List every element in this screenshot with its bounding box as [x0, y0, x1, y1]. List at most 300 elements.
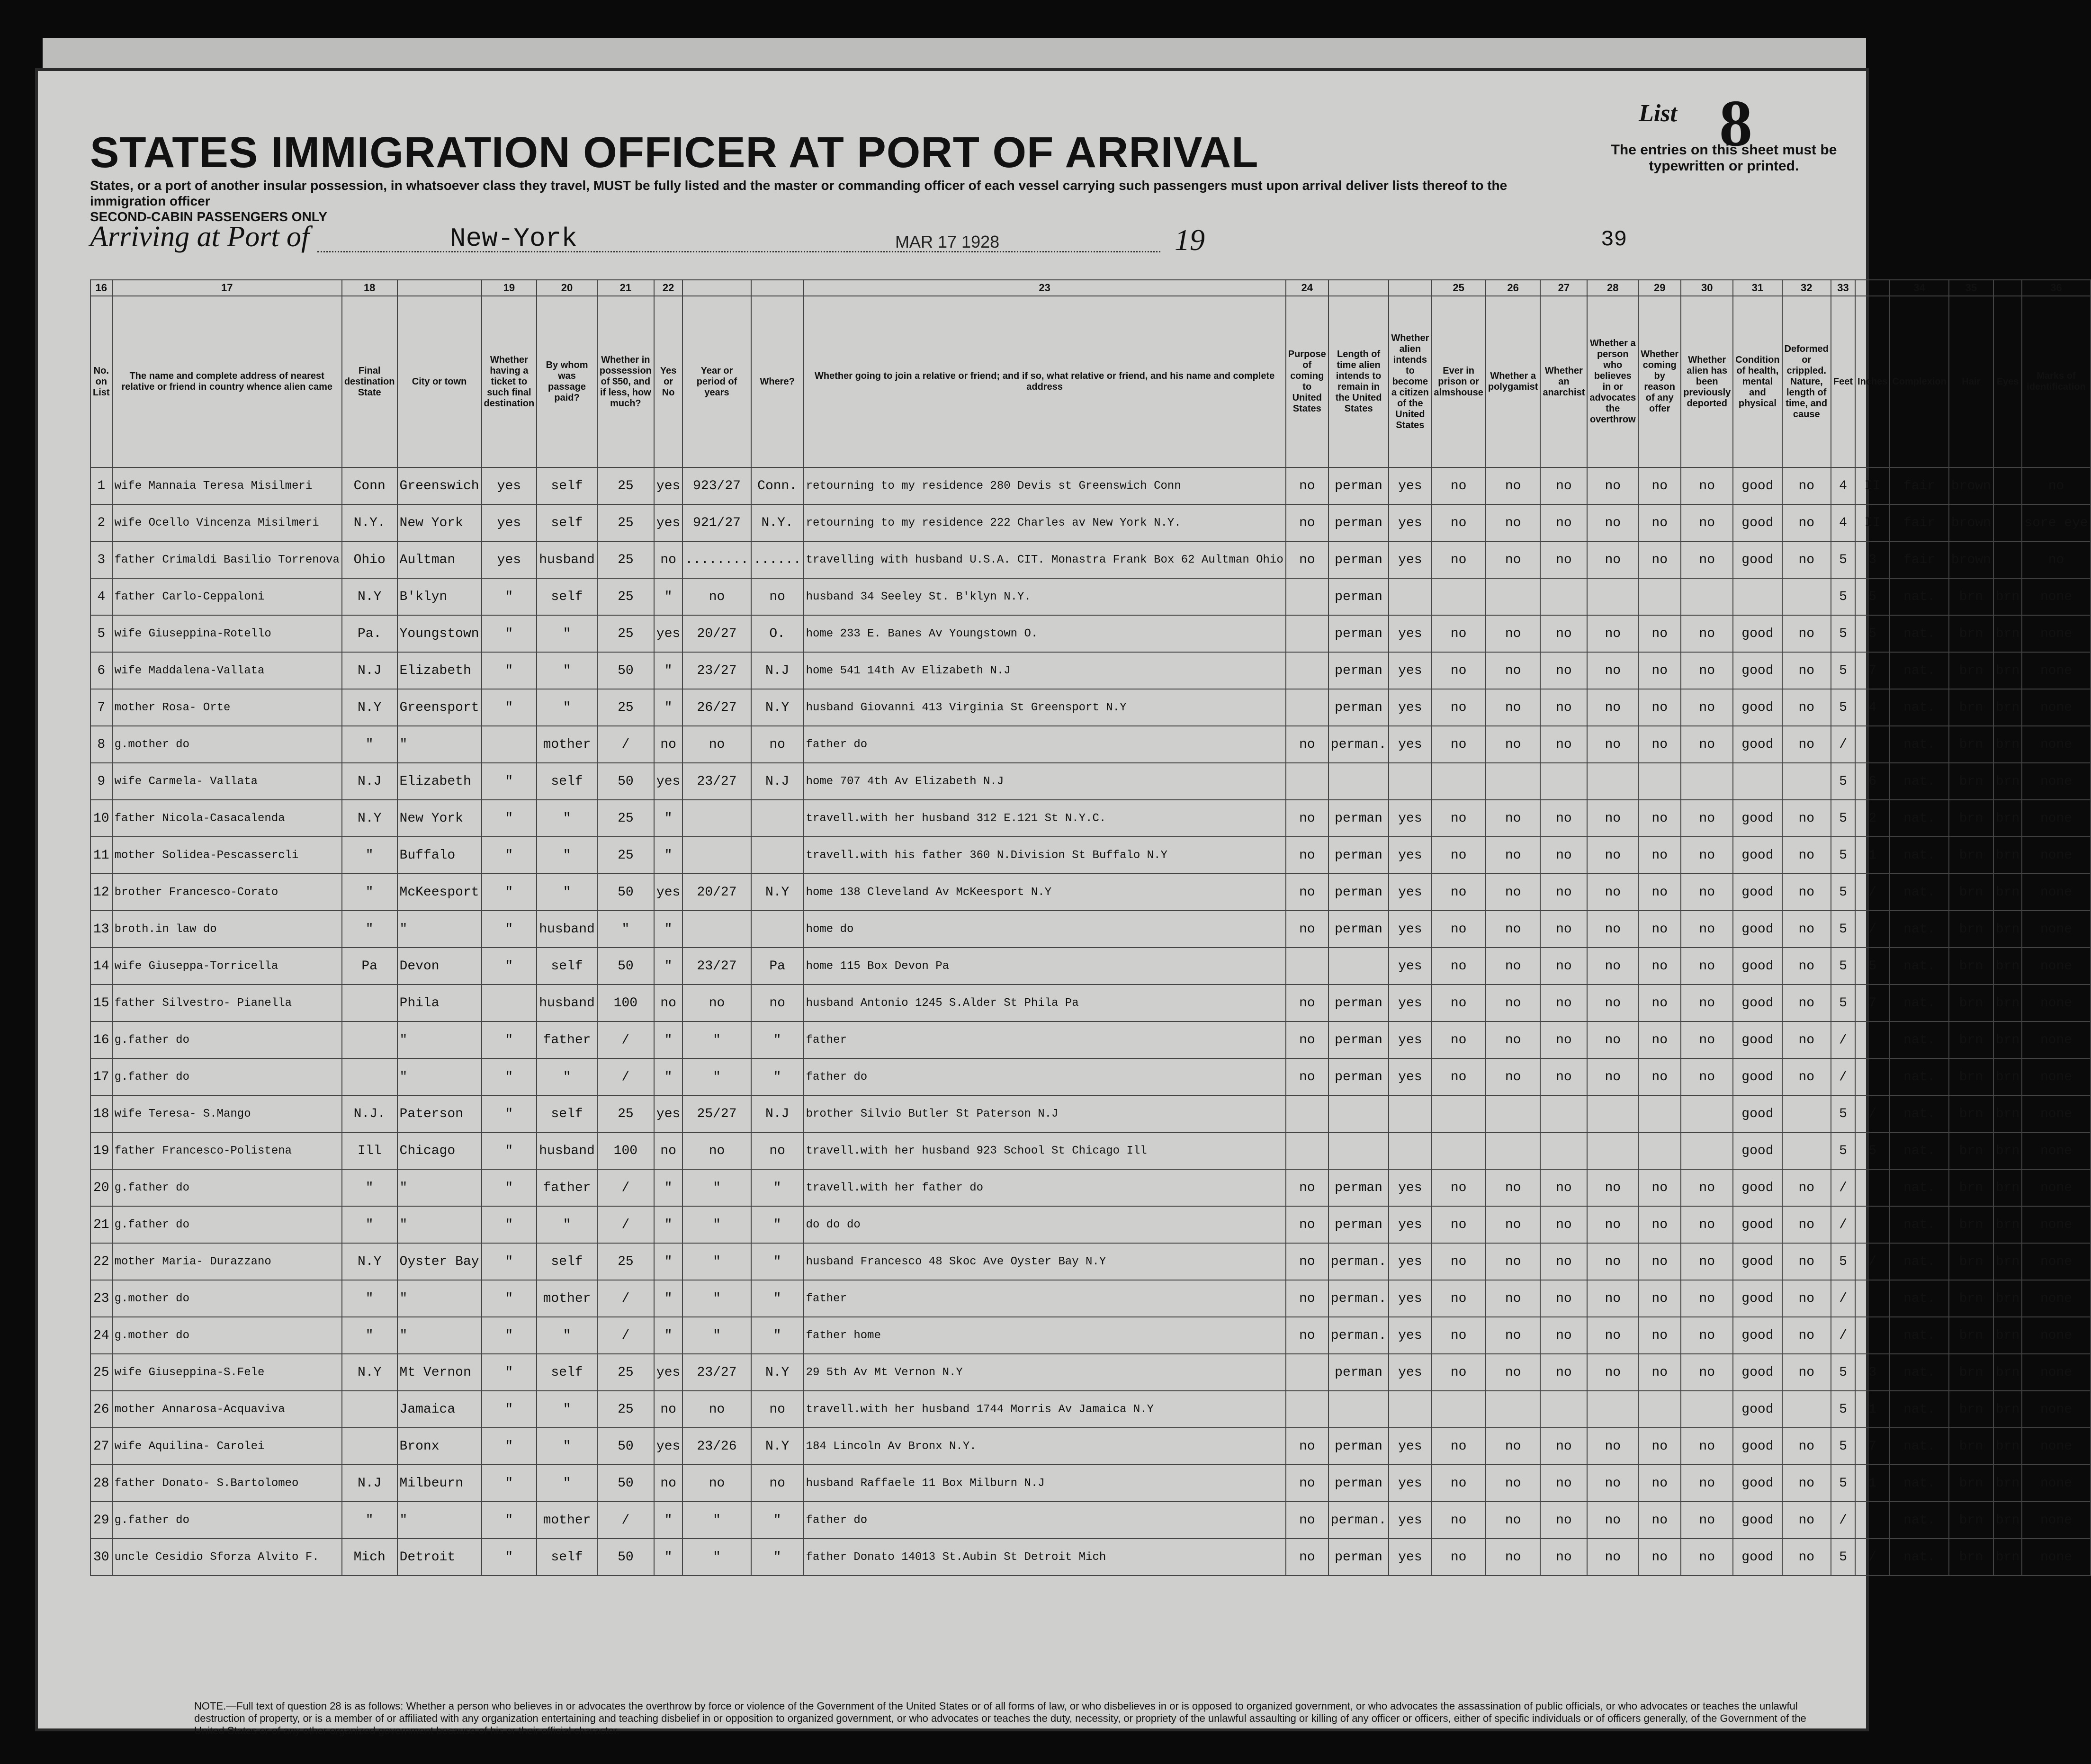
cell-join: father	[804, 1021, 1286, 1058]
cell-wh: "	[751, 1021, 804, 1058]
cell-tk: "	[482, 1021, 537, 1058]
cell-join: travell.with her husband 1744 Morris Av Jamaica N.Y	[804, 1391, 1286, 1428]
cell-in: 1	[1855, 1465, 1890, 1502]
cell-yr: 23/27	[682, 1354, 751, 1391]
cell-yn: "	[654, 1058, 682, 1095]
cell-m: 25	[597, 541, 654, 578]
cell-rel: g.mother do	[112, 726, 342, 763]
cell-rel: g.mother do	[112, 1317, 342, 1354]
cell-hair: brn	[1949, 948, 1993, 985]
cell-an: no	[1540, 1169, 1587, 1206]
cell-in: /	[1855, 911, 1890, 948]
cell-yr: "	[682, 1169, 751, 1206]
cell-hair: brn	[1949, 1280, 1993, 1317]
cell-off: no	[1638, 1317, 1681, 1354]
cell-len: perman.	[1328, 1243, 1389, 1280]
column-number: 29	[1638, 280, 1681, 296]
cell-wh: ......	[751, 541, 804, 578]
cell-yr: ........	[682, 541, 751, 578]
cell-in: 2	[1855, 800, 1890, 837]
cell-ft: 5	[1831, 948, 1855, 985]
cell-st: "	[342, 1169, 397, 1206]
cell-pol: no	[1486, 1169, 1541, 1206]
cell-yn: no	[654, 985, 682, 1021]
cell-an: no	[1540, 1465, 1587, 1502]
cell-hl: good	[1733, 504, 1782, 541]
cell-tk: "	[482, 1243, 537, 1280]
cell-marks: none	[2022, 1021, 2090, 1058]
cell-city: Jamaica	[397, 1391, 482, 1428]
cell-off: no	[1638, 1465, 1681, 1502]
cell-an: no	[1540, 911, 1587, 948]
cell-def: no	[1782, 1317, 1831, 1354]
cell-ft: /	[1831, 1206, 1855, 1243]
cell-hair: brn	[1949, 1206, 1993, 1243]
cell-city: "	[397, 911, 482, 948]
cell-dep: no	[1681, 1539, 1733, 1576]
cell-yr: "	[682, 1317, 751, 1354]
cell-marks: none	[2022, 1280, 2090, 1317]
cell-pol: no	[1486, 1243, 1541, 1280]
cell-def: no	[1782, 948, 1831, 985]
cell-purp: no	[1286, 726, 1328, 763]
cell-hl: good	[1733, 1206, 1782, 1243]
cell-cx: nat.	[1890, 985, 1948, 1021]
cell-paid: "	[537, 1428, 597, 1465]
cell-hl: good	[1733, 985, 1782, 1021]
cell-m: /	[597, 1058, 654, 1095]
cell-eyes: brn	[1993, 1280, 2022, 1317]
cell-cit: yes	[1389, 652, 1431, 689]
cell-hl: good	[1733, 1502, 1782, 1539]
cell-cx: nat.	[1890, 1058, 1948, 1095]
cell-hair: brn	[1949, 1058, 1993, 1095]
cell-wh: Conn.	[751, 467, 804, 504]
cell-pr: no	[1431, 1428, 1485, 1465]
cell-st: N.Y	[342, 800, 397, 837]
cell-hl: good	[1733, 1391, 1782, 1428]
cell-no: 22	[90, 1243, 112, 1280]
cell-purp: no	[1286, 1502, 1328, 1539]
cell-eyes: brn	[1993, 1021, 2022, 1058]
cell-st: N.J	[342, 763, 397, 800]
cell-pr: no	[1431, 985, 1485, 1021]
cell-hair: brn	[1949, 1317, 1993, 1354]
cell-wh: no	[751, 726, 804, 763]
cell-purp: no	[1286, 541, 1328, 578]
cell-cit: yes	[1389, 1354, 1431, 1391]
cell-dep: no	[1681, 800, 1733, 837]
cell-m: 50	[597, 874, 654, 911]
cell-adv: no	[1587, 874, 1638, 911]
cell-in: /	[1855, 874, 1890, 911]
table-row	[90, 800, 2091, 837]
cell-wh: N.Y	[751, 689, 804, 726]
cell-marks: none	[2022, 763, 2090, 800]
table-row	[90, 1021, 2091, 1058]
cell-city: Aultman	[397, 541, 482, 578]
cell-rel: wife Carmela- Vallata	[112, 763, 342, 800]
cell-adv: no	[1587, 1058, 1638, 1095]
column-header: Hair	[1949, 296, 1993, 467]
column-number: 25	[1431, 280, 1485, 296]
column-number	[1328, 280, 1389, 296]
cell-tk: "	[482, 948, 537, 985]
cell-join: father	[804, 1280, 1286, 1317]
cell-off	[1638, 1391, 1681, 1428]
column-header: Yes or No	[654, 296, 682, 467]
cell-dep: no	[1681, 948, 1733, 985]
cell-hair: brn	[1949, 800, 1993, 837]
column-header: No. on List	[90, 296, 112, 467]
cell-yn: yes	[654, 874, 682, 911]
cell-hl: good	[1733, 1317, 1782, 1354]
cell-pr: no	[1431, 652, 1485, 689]
cell-hl: good	[1733, 948, 1782, 985]
cell-off: no	[1638, 1354, 1681, 1391]
cell-def: no	[1782, 726, 1831, 763]
column-number: 24	[1286, 280, 1328, 296]
cell-m: 25	[597, 504, 654, 541]
cell-purp: no	[1286, 1206, 1328, 1243]
column-header: The name and complete address of nearest relative or friend in country whence alien came	[112, 296, 342, 467]
cell-dep: no	[1681, 615, 1733, 652]
cell-an: no	[1540, 1243, 1587, 1280]
cell-off: no	[1638, 1539, 1681, 1576]
cell-yn: "	[654, 911, 682, 948]
cell-cit: yes	[1389, 1206, 1431, 1243]
cell-tk: "	[482, 1354, 537, 1391]
cell-rel: mother Maria- Durazzano	[112, 1243, 342, 1280]
cell-eyes: brn	[1993, 911, 2022, 948]
cell-paid: husband	[537, 985, 597, 1021]
cell-hl: good	[1733, 1058, 1782, 1095]
cell-hl: good	[1733, 837, 1782, 874]
cell-purp	[1286, 615, 1328, 652]
cell-ft: 5	[1831, 1095, 1855, 1132]
cell-tk: "	[482, 1428, 537, 1465]
cell-adv: no	[1587, 652, 1638, 689]
cell-dep	[1681, 1132, 1733, 1169]
cell-def	[1782, 578, 1831, 615]
cell-len: perman	[1328, 800, 1389, 837]
cell-tk: "	[482, 1391, 537, 1428]
cell-yn: "	[654, 1169, 682, 1206]
cell-yn: "	[654, 948, 682, 985]
cell-pr: no	[1431, 504, 1485, 541]
cell-hair: brn	[1949, 874, 1993, 911]
cell-ft: 5	[1831, 615, 1855, 652]
cell-no: 18	[90, 1095, 112, 1132]
cell-m: 50	[597, 1428, 654, 1465]
table-row	[90, 1502, 2091, 1539]
table-row	[90, 1391, 2091, 1428]
cell-no: 17	[90, 1058, 112, 1095]
cell-yr: 921/27	[682, 504, 751, 541]
date-stamp: MAR 17 1928	[895, 232, 1000, 251]
cell-dep: no	[1681, 1317, 1733, 1354]
cell-in: 5	[1855, 615, 1890, 652]
cell-def	[1782, 1132, 1831, 1169]
cell-cx: nat.	[1890, 1243, 1948, 1280]
column-header: Length of time alien intends to remain in the United States	[1328, 296, 1389, 467]
cell-hl: good	[1733, 1354, 1782, 1391]
cell-len: perman.	[1328, 726, 1389, 763]
cell-st: "	[342, 837, 397, 874]
cell-city: "	[397, 1317, 482, 1354]
cell-rel: uncle Cesidio Sforza Alvito F.	[112, 1539, 342, 1576]
cell-paid: husband	[537, 541, 597, 578]
cell-yn: "	[654, 1206, 682, 1243]
cell-tk: "	[482, 578, 537, 615]
cell-rel: wife Ocello Vincenza Misilmeri	[112, 504, 342, 541]
cell-yn: "	[654, 800, 682, 837]
cell-cit: yes	[1389, 1280, 1431, 1317]
cell-cit: yes	[1389, 615, 1431, 652]
cell-hair: brn	[1949, 763, 1993, 800]
cell-dep: no	[1681, 652, 1733, 689]
cell-yr: 23/27	[682, 652, 751, 689]
cell-off	[1638, 578, 1681, 615]
cell-eyes: brn	[1993, 874, 2022, 911]
cell-tk: "	[482, 1169, 537, 1206]
cell-cit: yes	[1389, 1317, 1431, 1354]
cell-off: no	[1638, 1206, 1681, 1243]
cell-hl: good	[1733, 1465, 1782, 1502]
cell-st: N.J.	[342, 1095, 397, 1132]
cell-off	[1638, 1132, 1681, 1169]
cell-adv: no	[1587, 1428, 1638, 1465]
cell-hair: brn	[1949, 911, 1993, 948]
cell-paid: father	[537, 1169, 597, 1206]
cell-tk: "	[482, 1132, 537, 1169]
table-row	[90, 1206, 2091, 1243]
cell-yr: 23/27	[682, 763, 751, 800]
cell-in: 5	[1855, 1132, 1890, 1169]
cell-marks: none	[2022, 726, 2090, 763]
cell-rel: father Donato- S.Bartolomeo	[112, 1465, 342, 1502]
cell-eyes	[1993, 541, 2022, 578]
cell-rel: wife Teresa- S.Mango	[112, 1095, 342, 1132]
cell-join: home 707 4th Av Elizabeth N.J	[804, 763, 1286, 800]
cell-in	[1855, 726, 1890, 763]
cell-cx: nat.	[1890, 1021, 1948, 1058]
cell-adv: no	[1587, 726, 1638, 763]
cell-adv: no	[1587, 1243, 1638, 1280]
cell-cx: nat.	[1890, 1280, 1948, 1317]
cell-city: "	[397, 1206, 482, 1243]
cell-in	[1855, 1317, 1890, 1354]
column-header: Marks of identification	[2022, 296, 2090, 467]
cell-m: 25	[597, 689, 654, 726]
column-number: 28	[1587, 280, 1638, 296]
table-row	[90, 1465, 2091, 1502]
cell-pr: no	[1431, 1169, 1485, 1206]
cell-ft: 5	[1831, 1132, 1855, 1169]
cell-eyes: brn	[1993, 1428, 2022, 1465]
cell-an: no	[1540, 985, 1587, 1021]
cell-join: husband Raffaele 11 Box Milburn N.J	[804, 1465, 1286, 1502]
cell-rel: mother Annarosa-Acquaviva	[112, 1391, 342, 1428]
cell-len: perman	[1328, 1206, 1389, 1243]
cell-marks: sore eye	[2022, 504, 2090, 541]
cell-off: no	[1638, 874, 1681, 911]
cell-st: N.J	[342, 1465, 397, 1502]
cell-tk: yes	[482, 467, 537, 504]
column-header: Inches	[1855, 296, 1890, 467]
cell-wh	[751, 800, 804, 837]
cell-dep: no	[1681, 1206, 1733, 1243]
cell-eyes: brn	[1993, 1391, 2022, 1428]
cell-def: no	[1782, 1169, 1831, 1206]
cell-adv: no	[1587, 1465, 1638, 1502]
cell-yn: yes	[654, 1354, 682, 1391]
cell-pol: no	[1486, 1206, 1541, 1243]
cell-adv: no	[1587, 985, 1638, 1021]
cell-m: 25	[597, 1354, 654, 1391]
cell-len: perman	[1328, 578, 1389, 615]
cell-hair: brn	[1949, 1095, 1993, 1132]
cell-m: 25	[597, 837, 654, 874]
dotted-line	[317, 251, 1160, 252]
cell-cit: yes	[1389, 1539, 1431, 1576]
cell-m: 50	[597, 948, 654, 985]
cell-paid: self	[537, 1095, 597, 1132]
cell-purp: no	[1286, 837, 1328, 874]
cell-yr: no	[682, 985, 751, 1021]
cell-rel: father Nicola-Casacalenda	[112, 800, 342, 837]
table-row	[90, 911, 2091, 948]
cell-eyes: brn	[1993, 1539, 2022, 1576]
column-number: 22	[654, 280, 682, 296]
cell-off: no	[1638, 1280, 1681, 1317]
cell-eyes: brn	[1993, 1243, 2022, 1280]
cell-no: 25	[90, 1354, 112, 1391]
column-header: Condition of health, mental and physical	[1733, 296, 1782, 467]
cell-purp	[1286, 689, 1328, 726]
cell-off: no	[1638, 504, 1681, 541]
cell-def: no	[1782, 837, 1831, 874]
table-row	[90, 541, 2091, 578]
cell-hl	[1733, 763, 1782, 800]
cell-purp	[1286, 948, 1328, 985]
cell-def: no	[1782, 1354, 1831, 1391]
cell-m: /	[597, 726, 654, 763]
cell-purp: no	[1286, 985, 1328, 1021]
cell-len: perman	[1328, 837, 1389, 874]
cell-in	[1855, 1169, 1890, 1206]
cell-hl: good	[1733, 1021, 1782, 1058]
cell-adv: no	[1587, 911, 1638, 948]
cell-yn: "	[654, 689, 682, 726]
cell-cx: nat.	[1890, 652, 1948, 689]
cell-st: Pa	[342, 948, 397, 985]
table-row	[90, 1280, 2091, 1317]
table-row	[90, 1354, 2091, 1391]
cell-off: no	[1638, 1428, 1681, 1465]
cell-hl: good	[1733, 800, 1782, 837]
cell-city: "	[397, 1280, 482, 1317]
cell-marks: none	[2022, 1132, 2090, 1169]
cell-cx: nat.	[1890, 911, 1948, 948]
cell-def: no	[1782, 615, 1831, 652]
cell-cit: yes	[1389, 1058, 1431, 1095]
cell-no: 20	[90, 1169, 112, 1206]
cell-an: no	[1540, 1206, 1587, 1243]
cell-hl: good	[1733, 541, 1782, 578]
cell-an: no	[1540, 615, 1587, 652]
cell-len: perman.	[1328, 1317, 1389, 1354]
cell-tk: "	[482, 1058, 537, 1095]
cell-def	[1782, 1095, 1831, 1132]
cell-len: perman	[1328, 467, 1389, 504]
cell-pol: no	[1486, 985, 1541, 1021]
cell-rel: g.mother do	[112, 1280, 342, 1317]
cell-pr: no	[1431, 467, 1485, 504]
cell-hl: good	[1733, 911, 1782, 948]
cell-marks: none	[2022, 1539, 2090, 1576]
passenger-class: SECOND-CABIN PASSENGERS ONLY	[90, 209, 327, 224]
cell-cit: yes	[1389, 800, 1431, 837]
cell-paid: "	[537, 837, 597, 874]
cell-adv: no	[1587, 837, 1638, 874]
cell-pr	[1431, 578, 1485, 615]
column-header: Ever in prison or almshouse	[1431, 296, 1485, 467]
cell-no: 27	[90, 1428, 112, 1465]
cell-cit: yes	[1389, 985, 1431, 1021]
cell-pol: no	[1486, 467, 1541, 504]
cell-off	[1638, 763, 1681, 800]
cell-len: perman	[1328, 652, 1389, 689]
cell-def: no	[1782, 652, 1831, 689]
table-row	[90, 1169, 2091, 1206]
cell-paid: self	[537, 504, 597, 541]
cell-wh: "	[751, 1243, 804, 1280]
cell-cx: nat.	[1890, 615, 1948, 652]
cell-purp: no	[1286, 1317, 1328, 1354]
cell-tk: yes	[482, 541, 537, 578]
cell-an: no	[1540, 689, 1587, 726]
cell-paid: father	[537, 1021, 597, 1058]
cell-yn: "	[654, 837, 682, 874]
cell-yn: "	[654, 1280, 682, 1317]
cell-paid: "	[537, 652, 597, 689]
cell-join: father home	[804, 1317, 1286, 1354]
cell-m: 50	[597, 1465, 654, 1502]
cell-an	[1540, 1095, 1587, 1132]
cell-len: perman.	[1328, 1502, 1389, 1539]
list-number: 8	[1719, 87, 1752, 160]
cell-eyes	[1993, 467, 2022, 504]
cell-hair: brn	[1949, 1021, 1993, 1058]
cell-purp: no	[1286, 911, 1328, 948]
column-number: 16	[90, 280, 112, 296]
column-header: Where?	[751, 296, 804, 467]
cell-cit: yes	[1389, 1465, 1431, 1502]
cell-pol	[1486, 763, 1541, 800]
cell-tk: "	[482, 911, 537, 948]
cell-city: Elizabeth	[397, 763, 482, 800]
cell-hair: brn	[1949, 1428, 1993, 1465]
cell-cit: yes	[1389, 911, 1431, 948]
cell-cit: yes	[1389, 1021, 1431, 1058]
cell-purp: no	[1286, 467, 1328, 504]
cell-hl: good	[1733, 1169, 1782, 1206]
cell-yn: no	[654, 1391, 682, 1428]
cell-wh: Pa	[751, 948, 804, 985]
cell-in: 6	[1855, 763, 1890, 800]
cell-hl: good	[1733, 1428, 1782, 1465]
